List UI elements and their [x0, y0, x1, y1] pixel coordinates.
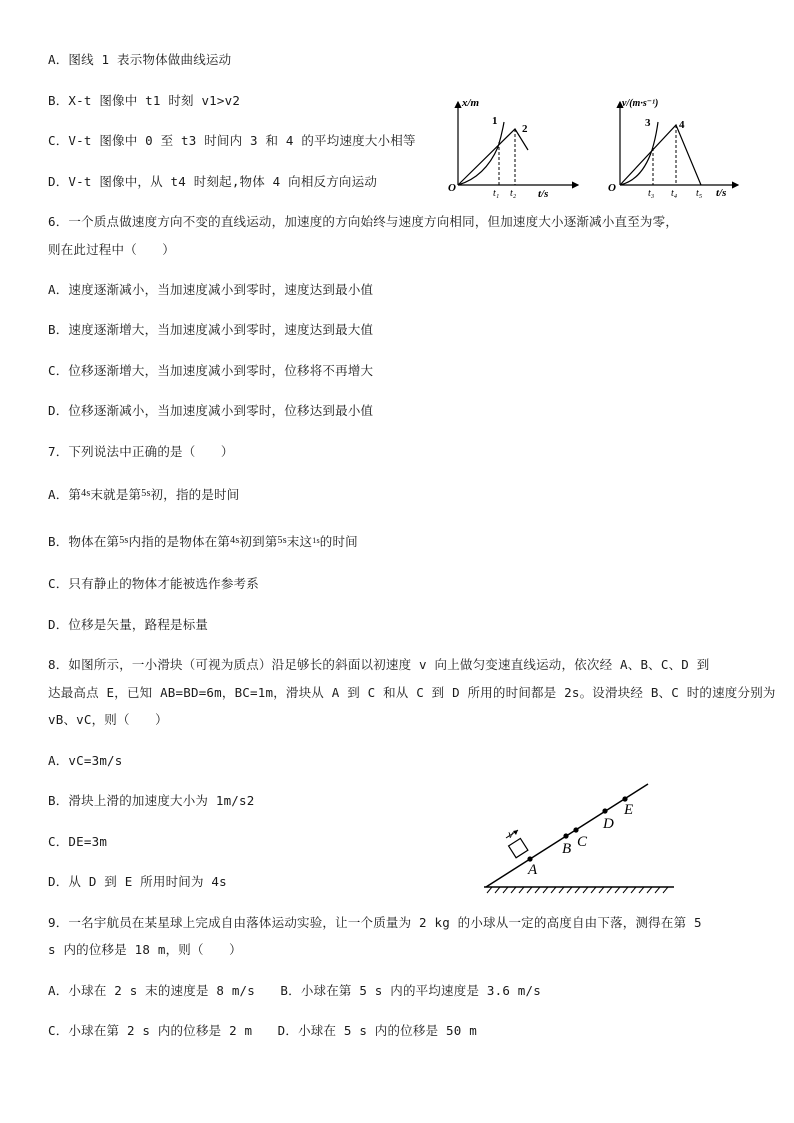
- q8-option-a: A．vC=3m/s: [48, 753, 123, 768]
- label-d: D: [603, 816, 614, 832]
- label-e: E: [624, 802, 634, 818]
- xt-curve-1: [458, 122, 504, 185]
- point-e: [622, 796, 627, 801]
- vt-y-label: v/(m·s⁻¹): [622, 98, 659, 109]
- vt-tick-t5: t₅: [696, 188, 703, 199]
- q5-option-c: C．V-t 图像中 0 至 t3 时间内 3 和 4 的平均速度大小相等: [48, 133, 416, 148]
- xt-y-label: x/m: [462, 97, 480, 109]
- q8-stem-line3: vB、vC，则（ ）: [48, 712, 168, 727]
- q8-stem-line2: 达最高点 E，已知 AB=BD=6m，BC=1m，滑块从 A 到 C 和从 C 到 D 所用的时间都是 2s。设滑块经 B、C 时的速度分别为: [48, 685, 776, 700]
- q6-stem-line1: 6．一个质点做速度方向不变的直线运动，加速度的方向始终与速度方向相同，但加速度大小逐渐减小直至为零，: [48, 214, 679, 229]
- vt-curve-4-label: 4: [679, 119, 685, 131]
- q9-options-ab: A．小球在 2 s 末的速度是 8 m/s B．小球在第 5 s 内的平均速度是 3.6 m/s: [48, 983, 541, 998]
- point-d: [602, 808, 607, 813]
- q7-option-d: D．位移是矢量，路程是标量: [48, 617, 209, 632]
- xt-graph: [440, 92, 590, 200]
- q9-stem-line1: 9．一名宇航员在某星球上完成自由落体运动实验，让一个质量为 2 kg 的小球从一定的高度自由下落，测得在第 5: [48, 915, 702, 930]
- q7-stem: 7．下列说法中正确的是（ ）: [48, 444, 234, 459]
- q6-option-a: A．速度逐渐减小，当加速度减小到零时，速度达到最小值: [48, 282, 374, 297]
- q7-b-unit-2: 4s: [230, 535, 240, 546]
- point-c: [573, 827, 578, 832]
- vt-x-label: t/s: [716, 187, 727, 199]
- q5-option-b: B．X-t 图像中 t1 时刻 v1>v2: [48, 93, 241, 108]
- q9-options-cd: C．小球在第 2 s 内的位移是 2 m D．小球在 5 s 内的位移是 50 m: [48, 1023, 477, 1038]
- q5-option-d: D．V-t 图像中，从 t4 时刻起,物体 4 向相反方向运动: [48, 174, 378, 189]
- q7-b-mid2: 初到第: [239, 534, 278, 549]
- xt-tick-t1: t₁: [493, 188, 500, 199]
- q7-b-unit-1: 5s: [119, 535, 129, 546]
- label-b: B: [562, 841, 572, 857]
- q7-option-a: [48, 485, 239, 503]
- incline-figure: [478, 780, 678, 895]
- q9-stem-line2: s 内的位移是 18 m，则（ ）: [48, 942, 242, 957]
- label-c: C: [577, 834, 588, 850]
- q7-b-unit-4: 1s: [312, 536, 320, 545]
- velocity-label: v: [508, 827, 514, 841]
- q6-stem-line2: 则在此过程中（ ）: [48, 242, 176, 257]
- q7-option-c: C．只有静止的物体才能被选作参考系: [48, 576, 259, 591]
- vt-origin: O: [608, 182, 616, 194]
- q5-option-a: A．图线 1 表示物体做曲线运动: [48, 52, 232, 67]
- vt-tick-t3: t₃: [648, 188, 655, 199]
- vt-curve-3: [620, 122, 658, 185]
- q7-a-prefix: A．第: [48, 487, 82, 502]
- q6-option-b: B．速度逐渐增大，当加速度减小到零时，速度达到最大值: [48, 322, 374, 337]
- xt-origin: O: [448, 182, 456, 194]
- q7-a-unit-2: 5s: [141, 488, 151, 499]
- q8-option-c: C．DE=3m: [48, 834, 108, 849]
- xt-x-label: t/s: [538, 188, 549, 200]
- q6-option-d: D．位移逐渐减小，当加速度减小到零时，位移达到最小值: [48, 403, 374, 418]
- point-a: [527, 856, 532, 861]
- vt-curve-4: [620, 125, 701, 185]
- q7-b-unit-3: 5s: [277, 535, 287, 546]
- slider-block: [509, 838, 528, 857]
- q7-a-unit-1: 4s: [81, 488, 91, 499]
- q8-stem-line1: 8．如图所示，一小滑块（可视为质点）沿足够长的斜面以初速度 v 向上做匀变速直线运动，依次经 A、B、C、D 到: [48, 657, 710, 672]
- q7-b-mid1: 内指的是物体在第: [128, 534, 231, 549]
- vt-curve-3-label: 3: [645, 117, 651, 129]
- q7-a-mid: 末就是第: [90, 487, 142, 502]
- ground-hatch: [487, 887, 668, 893]
- label-a: A: [528, 862, 538, 878]
- q7-a-post: 初，指的是时间: [150, 487, 240, 502]
- q7-b-prefix: B．物体在第: [48, 534, 120, 549]
- xt-curve-1-label: 1: [492, 115, 498, 127]
- xt-curve-2-label: 2: [522, 123, 528, 135]
- q6-option-c: C．位移逐渐增大，当加速度减小到零时，位移将不再增大: [48, 363, 374, 378]
- q7-b-mid3: 末这: [286, 534, 313, 549]
- q7-option-b: [48, 532, 358, 550]
- q8-option-b: B．滑块上滑的加速度大小为 1m/s2: [48, 793, 255, 808]
- vt-graph: [600, 92, 750, 200]
- point-b: [563, 833, 568, 838]
- q8-option-d: D．从 D 到 E 所用时间为 4s: [48, 874, 227, 889]
- vt-tick-t4: t₄: [671, 188, 678, 199]
- q7-b-post: 的时间: [319, 534, 358, 549]
- xt-tick-t2: t₂: [510, 188, 517, 199]
